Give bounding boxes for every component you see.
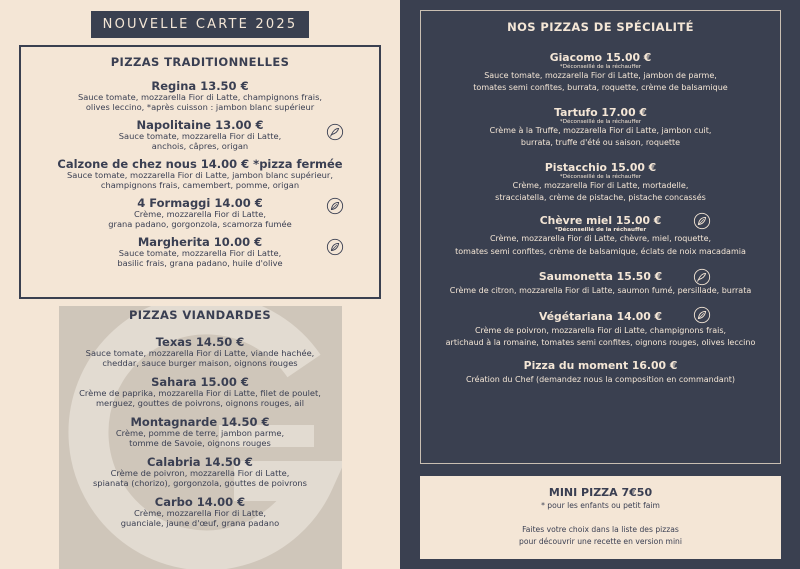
menu-item	[421, 310, 780, 350]
leaf-icon	[326, 197, 344, 215]
item-desc: Crème de poivron, mozzarella Fior di Latte, champignons frais,	[474, 325, 727, 335]
menu-item	[421, 214, 780, 258]
leaf-icon	[693, 306, 711, 324]
item-note: *Déconseillé de la réchauffer	[559, 64, 642, 70]
item-desc: tomme de Savoie, oignons rouges	[129, 437, 271, 448]
menu-item	[21, 79, 379, 113]
section-title: PIZZAS TRADITIONNELLES	[110, 55, 290, 69]
menu-item	[421, 106, 780, 150]
item-desc: Crème, pomme de terre, jambon parme,	[115, 427, 285, 438]
item-desc: Sauce tomate, mozzarella Fior di Latte,	[118, 247, 282, 258]
item-name: Calzone de chez nous 14.00 € *pizza fermée	[57, 156, 343, 171]
mini-pizza-section	[420, 476, 781, 559]
item-name: Calabria 14.50 €	[147, 454, 253, 469]
item-desc: basilic frais, grana padano, huile d'olive	[117, 257, 283, 268]
fish-icon	[693, 268, 711, 286]
item-name: Regina 13.50 €	[151, 79, 249, 93]
mini-subtitle: * pour les enfants ou petit faim	[541, 501, 660, 510]
mini-line: Faites votre choix dans la liste des pizzas	[522, 525, 679, 534]
section-title: PIZZAS VIANDARDES	[128, 308, 272, 322]
item-desc: cheddar, sauce burger maison, oignons rouges	[102, 357, 298, 368]
item-desc: Crème de poivron, mozzarella Fior di Latte,	[110, 467, 290, 478]
carte-badge: NOUVELLE CARTE 2025	[91, 11, 309, 38]
item-desc: Sauce tomate, mozzarella Fior di Latte, viande hachée,	[85, 348, 315, 358]
item-desc: olives leccino, *après cuisson : jambon blanc supérieur	[85, 101, 315, 112]
item-note: *Déconseillé de la réchauffer	[554, 227, 647, 234]
item-name: Pizza du moment 16.00 €	[523, 359, 678, 373]
menu-item	[0, 495, 400, 529]
item-desc: guanciale, jaune d'œuf, grana padano	[120, 517, 280, 528]
item-name: Chèvre miel 15.00 €	[539, 214, 662, 228]
item-desc: Crème, mozzarella Fior di Latte, mortadelle,	[512, 180, 689, 190]
specialite-section	[420, 10, 781, 464]
item-desc: merguez, gouttes de poivrons, oignons rouges, ail	[95, 397, 305, 408]
item-name: Tartufo 17.00 €	[554, 105, 647, 119]
item-desc: Sauce tomate, mozzarella Fior di Latte, jambon de parme,	[484, 71, 717, 80]
leaf-icon	[693, 212, 711, 230]
item-desc: tomates semi confites, crème de balsamique, éclats de noix macadamia	[455, 246, 746, 256]
item-desc: Sauce tomate, mozzarella Fior di Latte, jambon blanc supérieur,	[67, 169, 333, 180]
item-desc: spianata (chorizo), gorgonzola, gouttes de poivrons	[92, 477, 308, 488]
mini-line: pour découvrir une recette en version mini	[519, 537, 682, 546]
traditionnelles-section	[19, 45, 381, 299]
item-desc: Crème de citron, mozzarella Fior di Latte, saumon fumé, persillade, burrata	[449, 286, 752, 296]
item-desc: anchois, câpres, origan	[151, 140, 249, 151]
menu-item	[21, 157, 379, 191]
viandardes-content	[0, 306, 400, 529]
item-name: Napolitaine 13.00 €	[136, 117, 264, 132]
item-desc: Crème, mozzarella Fior di Latte, chèvre, miel, roquette,	[489, 234, 712, 244]
item-desc: Sauce tomate, mozzarella Fior di Latte, champignons frais,	[77, 92, 323, 102]
item-desc: grana padano, gorgonzola, scamorza fumée	[108, 218, 292, 229]
menu-item	[421, 270, 780, 297]
menu-item	[21, 118, 379, 152]
menu-item	[0, 415, 400, 449]
menu-item	[0, 335, 400, 369]
item-name: Sahara 15.00 €	[151, 374, 249, 389]
item-desc: Crème, mozzarella Fior di Latte,	[134, 507, 266, 518]
menu-item	[421, 359, 780, 386]
section-title: NOS PIZZAS DE SPÉCIALITÉ	[507, 20, 694, 34]
item-name: 4 Formaggi 14.00 €	[137, 195, 263, 210]
item-desc: tomates semi confites, burrata, roquette, crème de balsamique	[473, 83, 728, 93]
leaf-icon	[326, 238, 344, 256]
item-desc: stracciatella, crème de pistache, pistache concassés	[495, 192, 706, 202]
item-note: *Déconseillé de la réchauffer	[559, 173, 642, 180]
item-name: Saumonetta 15.50 €	[538, 270, 663, 284]
menu-item	[0, 375, 400, 409]
menu-item	[21, 196, 379, 230]
item-desc: Sauce tomate, mozzarella Fior di Latte,	[118, 130, 282, 141]
item-desc: Création du Chef (demandez nous la composition en commandant)	[465, 375, 736, 385]
menu-item	[421, 161, 780, 205]
item-desc: champignons frais, camembert, pomme, origan	[100, 179, 300, 190]
mini-title: MINI PIZZA 7€50	[548, 486, 653, 499]
fish-icon	[326, 123, 344, 141]
item-desc: Crème de paprika, mozzarella Fior di Latte, filet de poulet,	[79, 387, 321, 398]
menu-item	[0, 455, 400, 489]
item-name: Carbo 14.00 €	[154, 494, 246, 509]
menu-item	[21, 235, 379, 269]
item-desc: artichaud à la romaine, tomates semi confites, oignons rouges, olives leccino	[445, 337, 756, 347]
item-name: Végétariana 14.00 €	[538, 309, 663, 323]
item-note: *Déconseillé de la réchauffer	[559, 118, 642, 125]
item-desc: Crème à la Truffe, mozzarella Fior di Latte, jambon cuit,	[489, 125, 712, 135]
menu-item	[421, 51, 780, 95]
item-name: Giacomo 15.00 €	[549, 51, 652, 64]
item-name: Texas 14.50 €	[155, 335, 245, 349]
item-name: Pistacchio 15.00 €	[544, 160, 657, 174]
item-desc: Crème, mozzarella Fior di Latte,	[134, 208, 266, 219]
right-panel	[400, 0, 800, 569]
item-name: Margherita 10.00 €	[137, 234, 263, 249]
item-desc: burrata, truffe d'été ou saison, roquette	[520, 138, 681, 148]
item-name: Montagnarde 14.50 €	[130, 414, 270, 429]
